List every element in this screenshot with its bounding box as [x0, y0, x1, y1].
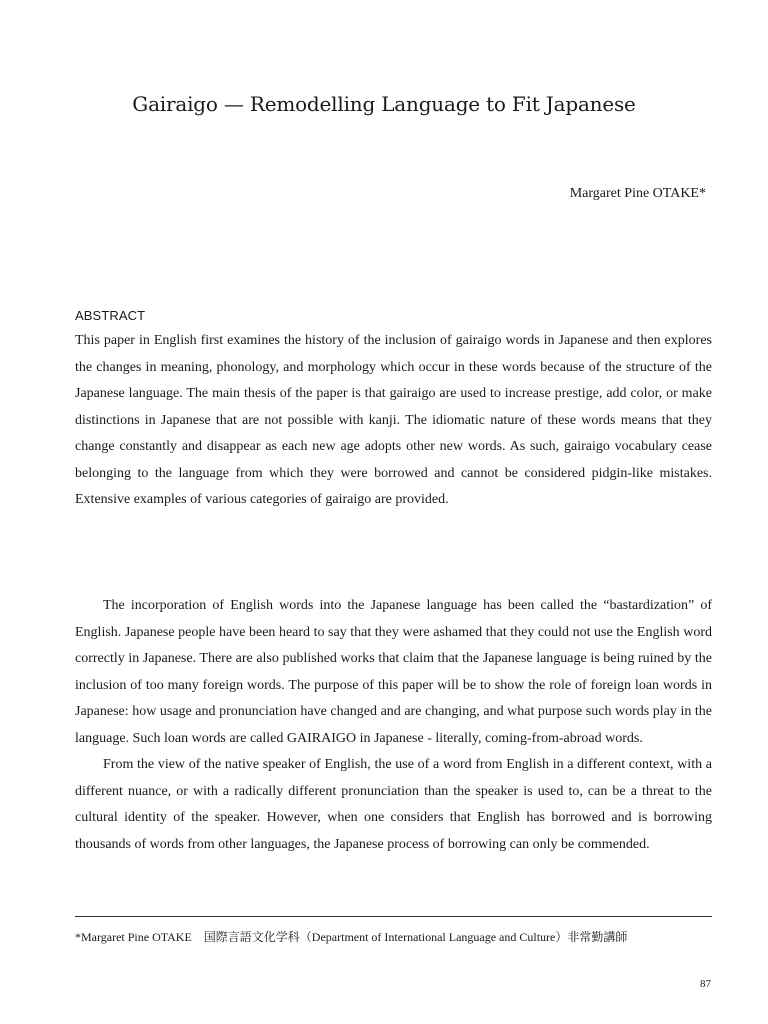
page-number: 87 — [700, 978, 711, 990]
body-paragraph-1: The incorporation of English words into the Japanese language has been called the “bastardization” of English. Japanese people have been heard to say that they were ashamed that they could not use the English word correctly in Japanese. There are also published works that claim that the Japanese language is being ruined by the inclusion of too many foreign words. The purpose of this paper will be to show the role of foreign loan words in Japanese: how usage and pronunciation have changed and are changing, and what purpose such words play in the language. Such loan words are called GAIRAIGO in Japanese - literally, coming-from-abroad words. — [75, 598, 712, 746]
abstract-text: This paper in English first examines the history of the inclusion of gairaigo words in Japanese and then explores the changes in meaning, phonology, and morphology which occur in these words because of the structure of the Japanese language. The main thesis of the paper is that gairaigo are used to increase prestige, add color, or make distinctions in Japanese that are not possible with kanji. The idiomatic nature of these words means that they change constantly and disappear as each new age adopts other new words. As such, gairaigo vocabulary cease belonging to the language from which they were borrowed and cannot be considered pidgin-like mistakes. Extensive examples of various categories of gairaigo are provided. — [75, 333, 712, 507]
body-paragraph-2: From the view of the native speaker of English, the use of a word from English in a different context, with a different nuance, or with a radically different pronunciation than the speaker is used to, can be a threat to the cultural identity of the speaker. However, when one considers that English has borrowed and is borrowing thousands of words from other languages, the Japanese process of borrowing can only be commended. — [75, 757, 712, 852]
author-footnote: *Margaret Pine OTAKE 国際言語文化学科（Department of International Language and Culture）非常勤講師 — [75, 930, 628, 944]
body-text — [75, 593, 712, 858]
paper-title: Gairaigo — Remodelling Language to Fit Japanese — [132, 92, 636, 116]
abstract-heading: ABSTRACT — [75, 308, 146, 323]
footnote-divider — [75, 916, 712, 917]
author-name: Margaret Pine OTAKE* — [569, 186, 706, 201]
